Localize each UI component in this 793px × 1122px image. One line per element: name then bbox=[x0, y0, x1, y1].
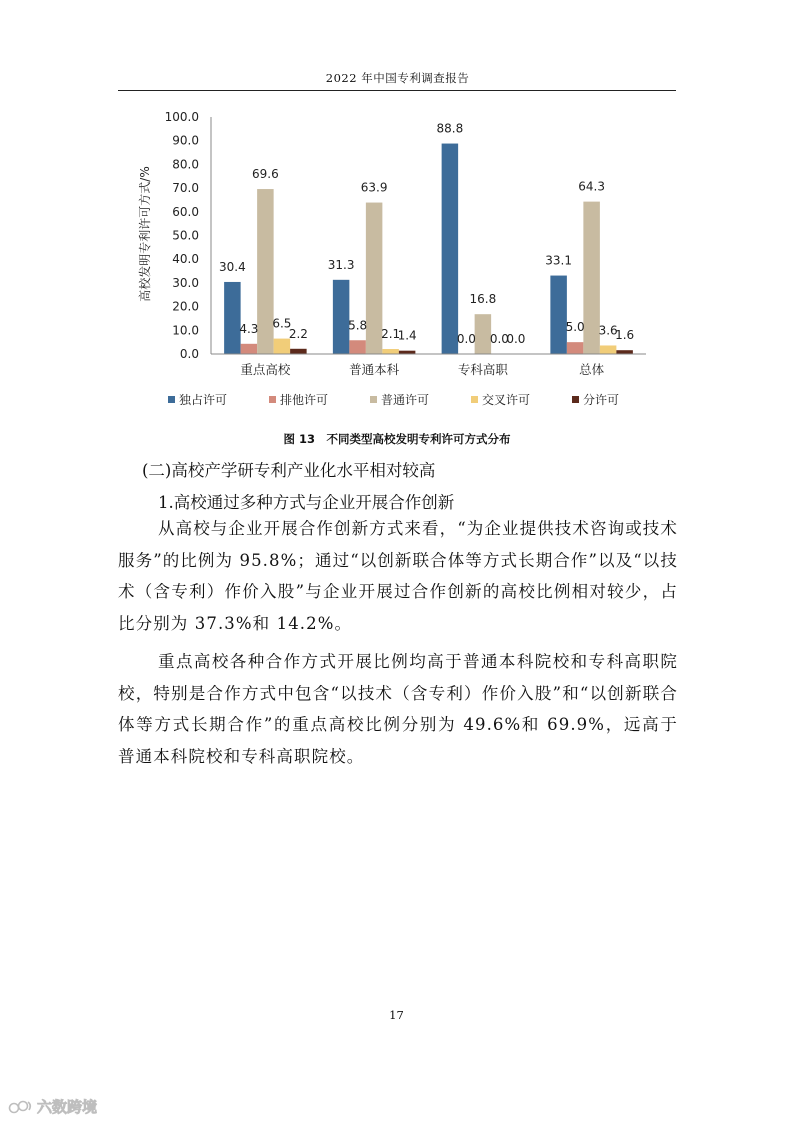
data-labels bbox=[219, 122, 634, 346]
bar bbox=[550, 276, 567, 354]
legend-swatch bbox=[471, 396, 478, 403]
bar bbox=[567, 342, 584, 354]
x-tick-label: 总体 bbox=[579, 362, 605, 377]
watermark-text: 六数跨境 bbox=[37, 1098, 98, 1116]
bar-chart bbox=[118, 100, 678, 430]
y-axis-label: 高校发明专利许可方式/% bbox=[138, 166, 152, 302]
data-label: 0.0 bbox=[506, 332, 526, 346]
y-tick-label: 20.0 bbox=[172, 299, 199, 314]
data-label: 2.1 bbox=[381, 327, 401, 342]
data-label: 0.0 bbox=[489, 332, 509, 346]
figure-caption: 图 13 不同类型高校发明专利许可方式分布 bbox=[283, 432, 511, 446]
legend-label: 分许可 bbox=[583, 393, 620, 407]
data-label: 88.8 bbox=[436, 121, 464, 136]
y-tick-label: 0.0 bbox=[179, 347, 199, 361]
bar bbox=[333, 280, 350, 354]
watermark-logo-icon bbox=[8, 1098, 34, 1116]
y-tick-label: 30.0 bbox=[172, 275, 199, 290]
running-header: 2022 年中国专利调查报告 bbox=[325, 71, 470, 85]
data-label: 63.9 bbox=[360, 180, 388, 195]
bar bbox=[290, 349, 307, 354]
bar bbox=[600, 345, 617, 354]
y-tick-label: 90.0 bbox=[172, 133, 199, 148]
watermark bbox=[8, 1096, 97, 1117]
y-tick-label: 100.0 bbox=[164, 110, 199, 124]
y-tick-label: 80.0 bbox=[172, 157, 199, 172]
data-label: 0.0 bbox=[456, 332, 476, 346]
legend-label: 普通许可 bbox=[381, 393, 430, 407]
y-tick-label: 40.0 bbox=[172, 252, 199, 267]
data-label: 1.4 bbox=[397, 328, 417, 343]
x-tick-label: 普通本科 bbox=[349, 362, 400, 377]
section-heading: (二)高校产学研专利产业化水平相对较高 bbox=[142, 461, 436, 480]
legend-label: 交叉许可 bbox=[482, 393, 531, 407]
legend-swatch bbox=[370, 396, 377, 403]
legend-swatch bbox=[572, 396, 579, 403]
data-label: 30.4 bbox=[219, 259, 246, 274]
bar bbox=[349, 340, 366, 354]
legend-swatch bbox=[168, 396, 175, 403]
bar bbox=[257, 189, 274, 354]
data-label: 5.8 bbox=[348, 318, 368, 333]
y-axis-ticks bbox=[165, 110, 199, 361]
data-label: 3.6 bbox=[598, 323, 618, 338]
legend-label: 独占许可 bbox=[179, 393, 228, 407]
body-paragraph: 重点高校各种合作方式开展比例均高于普通本科院校和专科高职院校，特别是合作方式中包含“以技术（含专利）作价入股”和“以创新联合体等方式长期合作”的重点高校比例分别为 49.6%和 69.9%，远高于普通本科院校和专科高职院校。 bbox=[118, 652, 678, 766]
y-tick-label: 70.0 bbox=[172, 181, 199, 196]
data-label: 16.8 bbox=[469, 292, 497, 307]
data-label: 64.3 bbox=[578, 179, 605, 194]
bar bbox=[274, 339, 291, 354]
page-number: 17 bbox=[389, 1008, 404, 1022]
y-tick-label: 50.0 bbox=[172, 228, 199, 243]
x-axis-labels bbox=[240, 362, 604, 377]
bar bbox=[366, 203, 383, 354]
bar bbox=[442, 144, 459, 354]
data-label: 31.3 bbox=[327, 257, 355, 272]
data-label: 2.2 bbox=[288, 326, 308, 341]
data-label: 5.0 bbox=[565, 320, 585, 335]
bar bbox=[475, 314, 492, 354]
bar bbox=[616, 350, 633, 354]
legend-swatch bbox=[269, 396, 276, 403]
bar bbox=[224, 282, 241, 354]
body-paragraph: 从高校与企业开展合作创新方式来看，“为企业提供技术咨询或技术服务”的比例为 95.8%；通过“以创新联合体等方式长期合作”以及“以技术（含专利）作价入股”与企业开展过合作创新的高校比例相对较少，占比分别为 37.3%和 14.2%。 bbox=[118, 519, 679, 633]
bar bbox=[382, 349, 399, 354]
header-rule bbox=[118, 90, 676, 91]
data-label: 6.5 bbox=[272, 316, 292, 331]
bar bbox=[241, 344, 258, 354]
data-label: 1.6 bbox=[615, 328, 635, 343]
y-tick-label: 60.0 bbox=[172, 204, 199, 219]
data-label: 4.3 bbox=[239, 321, 259, 336]
bar bbox=[583, 202, 600, 354]
subsection-heading: 1.高校通过多种方式与企业开展合作创新 bbox=[158, 493, 455, 512]
x-tick-label: 重点高校 bbox=[240, 362, 291, 377]
data-label: 33.1 bbox=[545, 253, 572, 268]
y-tick-label: 10.0 bbox=[172, 323, 199, 338]
data-label: 69.6 bbox=[252, 167, 279, 182]
x-tick-label: 专科高职 bbox=[457, 362, 508, 377]
legend-label: 排他许可 bbox=[280, 393, 329, 407]
chart-legend bbox=[168, 392, 619, 407]
